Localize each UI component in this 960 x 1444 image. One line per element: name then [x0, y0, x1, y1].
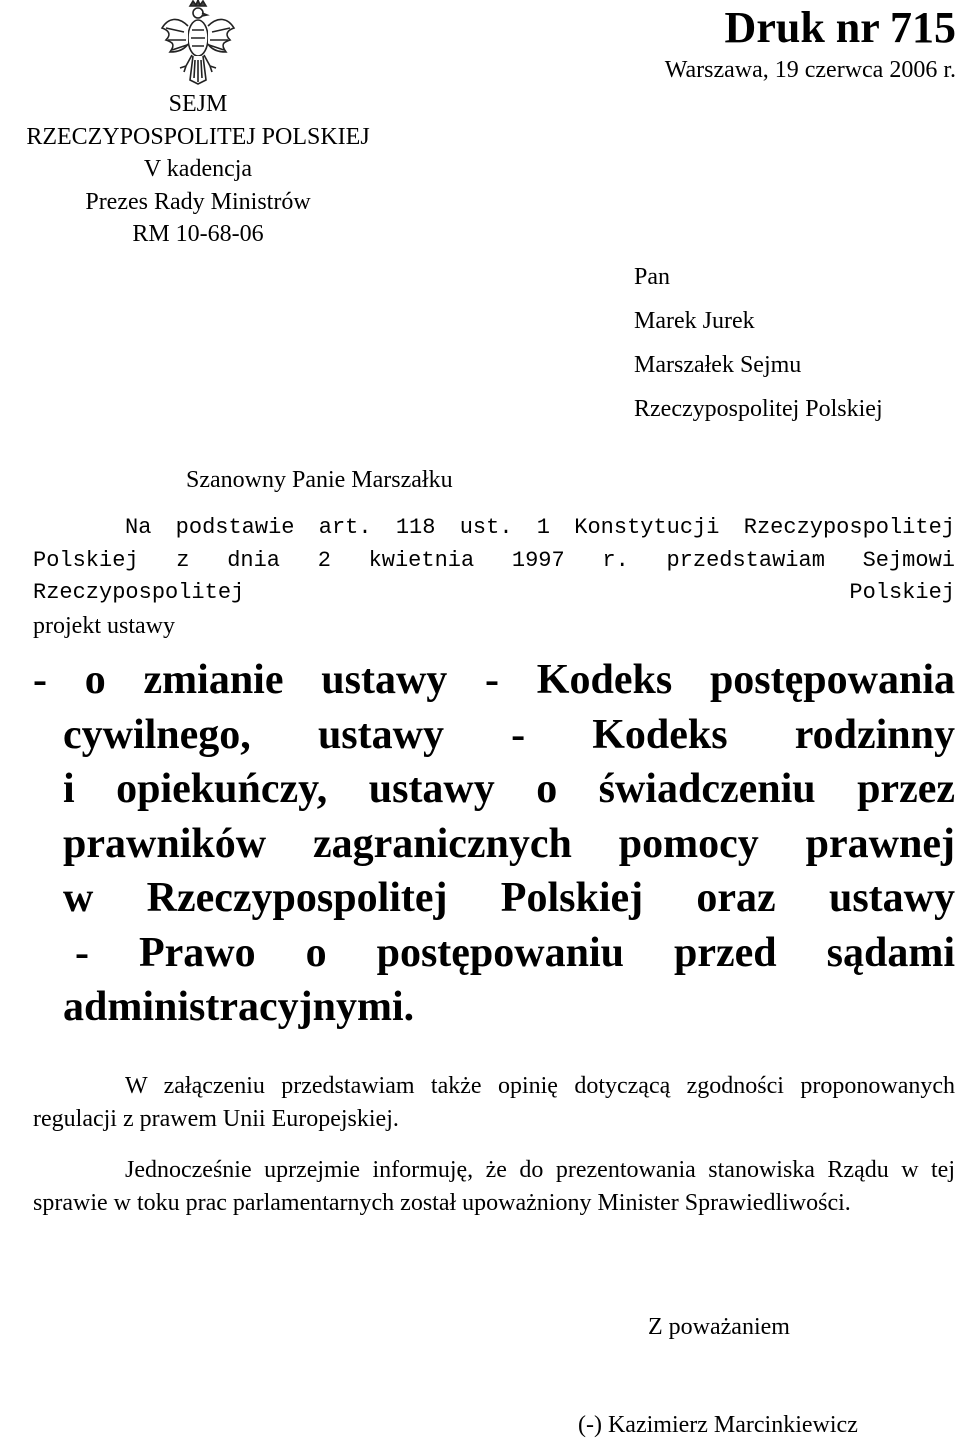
- intro-text-end: projekt ustawy: [33, 612, 175, 639]
- bill-title: [33, 653, 955, 1035]
- print-number: Druk nr 715: [724, 3, 956, 52]
- intro-paragraph: [33, 512, 955, 642]
- bill-title-line: cywilnego, ustawy - Kodeks rodzinny: [63, 711, 955, 758]
- sender-line: SEJM: [168, 91, 228, 117]
- bill-title-line: - Prawo o postępowaniu przed sądami: [75, 929, 955, 976]
- intro-text: Na podstawie art. 118 ust. 1 Konstytucji Rzeczypospolitej Polskiej z dnia 2 kwietnia 1997 r. przedstawiam Sejmowi Rzeczypospolitej Polskiej: [33, 515, 955, 605]
- representative-paragraph: Jednocześnie uprzejmie informuję, że do prezentowania stanowiska Rządu w tej sprawie w toku prac parlamentarnych został upoważniony Minister Sprawiedliwości.: [33, 1157, 955, 1216]
- salutation: Szanowny Panie Marszałku: [186, 467, 453, 493]
- sender-header: [0, 88, 396, 251]
- sender-line: RZECZYPOSPOLITEJ POLSKIEJ: [26, 123, 370, 150]
- bill-title-line: i opiekuńczy, ustawy o świadczeniu przez: [63, 766, 955, 812]
- signature: (-) Kazimierz Marcinkiewicz: [578, 1412, 858, 1438]
- addressee-line: Rzeczypospolitej Polskiej: [634, 396, 883, 422]
- addressee-line: Marek Jurek: [634, 308, 755, 334]
- closing-phrase: Z poważaniem: [648, 1314, 790, 1340]
- sender-line: V kadencja: [143, 156, 253, 182]
- sender-line: Prezes Rady Ministrów: [85, 188, 311, 215]
- bill-title-line: administracyjnymi.: [63, 984, 415, 1030]
- addressee-line: Pan: [634, 264, 670, 290]
- sender-line: RM 10-68-06: [132, 221, 264, 247]
- bill-title-line: prawników zagranicznych pomocy prawnej: [63, 820, 955, 867]
- polish-eagle-emblem: [160, 0, 236, 86]
- date-line: Warszawa, 19 czerwca 2006 r.: [664, 57, 956, 83]
- bill-title-line: w Rzeczypospolitej Polskiej oraz ustawy: [63, 875, 955, 921]
- addressee-block: [634, 255, 883, 431]
- attachment-paragraph: W załączeniu przedstawiam także opinię dotyczącą zgodności proponowanych regulacji z prawem Unii Europejskiej.: [33, 1073, 955, 1132]
- addressee-line: Marszałek Sejmu: [634, 352, 802, 378]
- eagle-icon: [160, 0, 236, 86]
- bill-title-line: - o zmianie ustawy - Kodeks postępowania: [33, 657, 955, 703]
